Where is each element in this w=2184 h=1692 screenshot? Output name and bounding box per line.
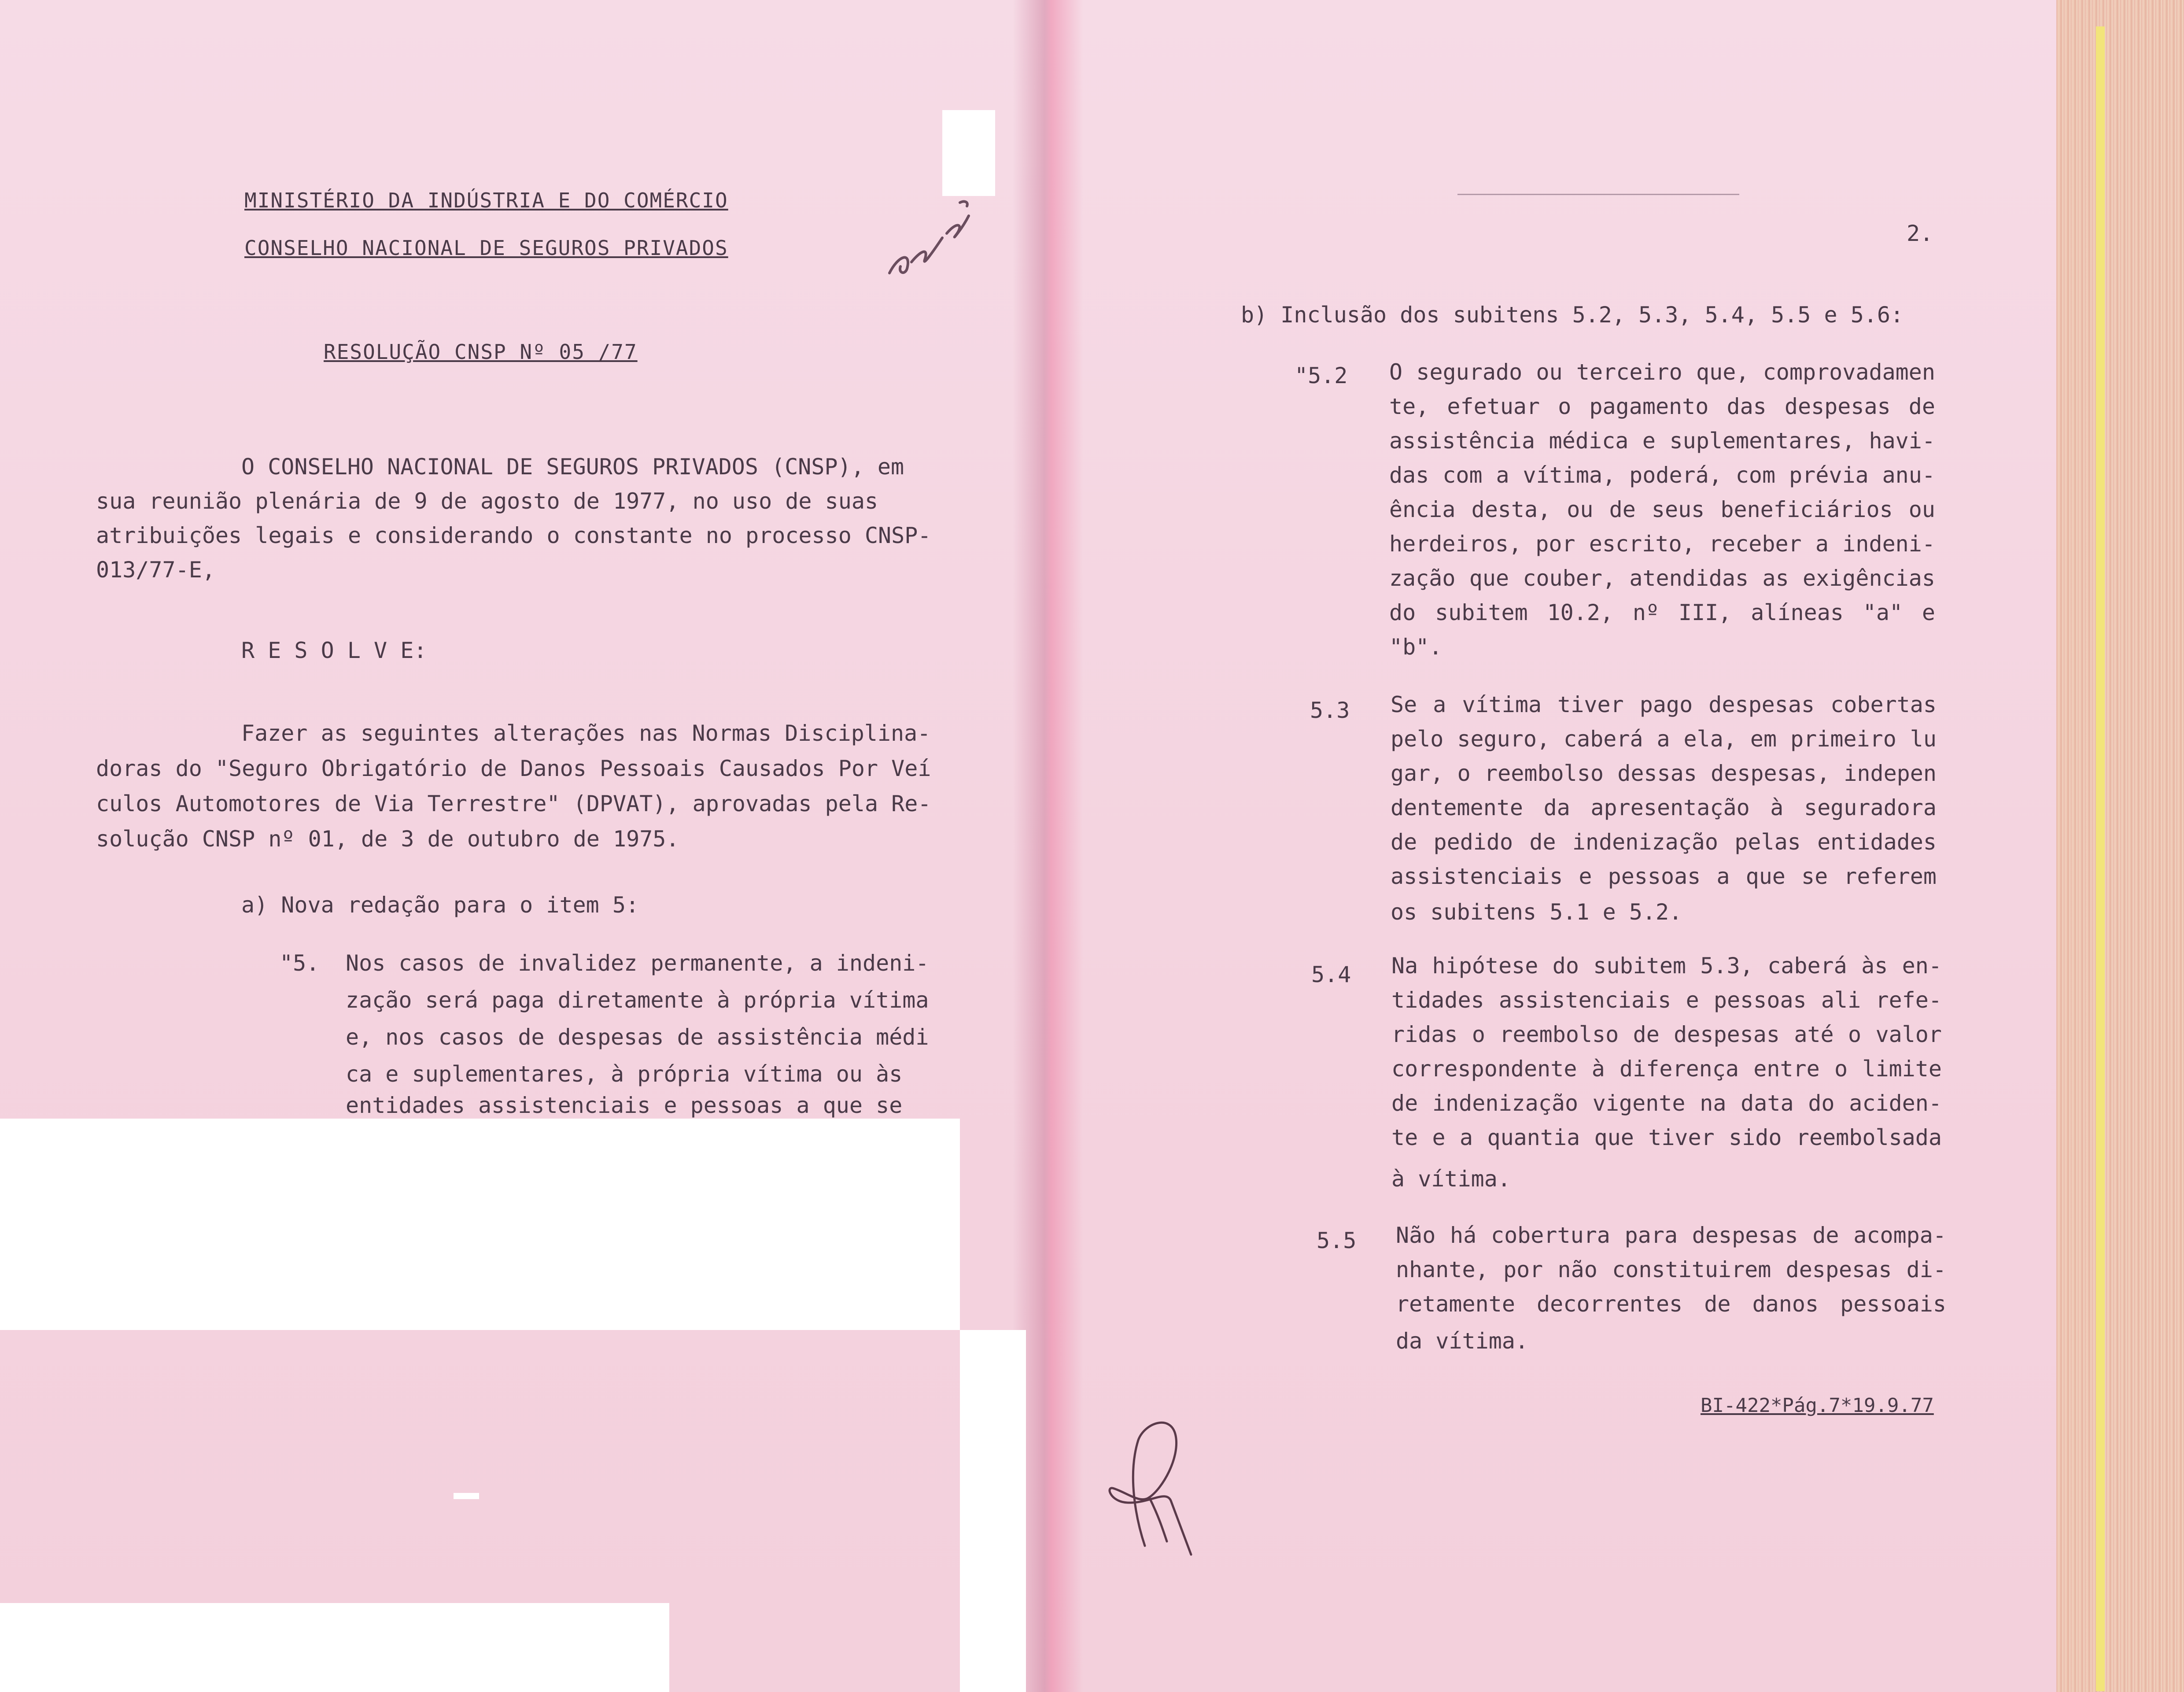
redaction-block <box>0 1603 669 1692</box>
section-5-3-line: de pedido de indenização pelas entidades <box>1391 829 1937 855</box>
ministry-heading: MINISTÉRIO DA INDÚSTRIA E DO COMÉRCIO <box>244 188 728 212</box>
section-5-5-line: Não há cobertura para despesas de acompa- <box>1396 1223 1946 1248</box>
section-5-5-number: 5.5 <box>1317 1228 1357 1253</box>
item-5-line-3: e, nos casos de despesas de assistência médi <box>346 1024 929 1050</box>
section-5-3-number: 5.3 <box>1310 698 1350 723</box>
section-5-2-line: te, efetuar o pagamento das despesas de <box>1389 394 1935 419</box>
section-5-3-line: Se a vítima tiver pago despesas cobertas <box>1391 692 1937 717</box>
section-5-2-line: O segurado ou terceiro que, comprovadamen <box>1389 359 1935 385</box>
item-5-line-2: zação será paga diretamente à própria vítima <box>346 987 929 1013</box>
redaction-block <box>0 1119 960 1330</box>
section-5-4-line: Na hipótese do subitem 5.3, caberá às en- <box>1391 953 1942 979</box>
resolution-title: RESOLUÇÃO CNSP Nº 05 /77 <box>324 340 638 364</box>
handwritten-note <box>881 185 982 286</box>
intro-line-3: culos Automotores de Via Terrestre" (DPVAT), aprovadas pela Re- <box>96 791 931 816</box>
section-5-4-line: tidades assistenciais e pessoas ali refe- <box>1391 987 1942 1013</box>
section-5-4-number: 5.4 <box>1311 962 1351 987</box>
item-5-line-4: ca e suplementares, à própria vítima ou às <box>346 1061 903 1087</box>
preamble-line-4: 013/77-E, <box>96 557 215 583</box>
intro-line-4: solução CNSP nº 01, de 3 de outubro de 1975. <box>96 826 679 852</box>
section-5-2-line: do subitem 10.2, nº III, alíneas "a" e <box>1389 600 1935 625</box>
preamble-line-3: atribuições legais e considerando o constante no processo CNSP- <box>96 523 931 548</box>
section-5-5-line: nhante, por não constituirem despesas di- <box>1396 1257 1946 1282</box>
redaction-block <box>960 1330 1026 1692</box>
section-5-2-line: assistência médica e suplementares, havi- <box>1389 428 1935 454</box>
section-5-3-line: gar, o reembolso dessas despesas, indepen <box>1391 761 1937 786</box>
section-5-4-line: à vítima. <box>1391 1166 1511 1192</box>
section-5-2-line: zação que couber, atendidas as exigências <box>1389 565 1935 591</box>
item-5-line-1: Nos casos de invalidez permanente, a indeni- <box>346 950 929 976</box>
signature <box>1096 1387 1220 1563</box>
item-5-number: "5. <box>280 950 320 976</box>
section-5-3-line: pelo seguro, caberá a ela, em primeiro lu <box>1391 726 1937 752</box>
section-5-4-line: correspondente à diferença entre o limite <box>1391 1056 1942 1082</box>
council-heading: CONSELHO NACIONAL DE SEGUROS PRIVADOS <box>244 236 728 260</box>
redaction-block <box>454 1493 479 1499</box>
section-5-4-line: te e a quantia que tiver sido reembolsada <box>1391 1125 1942 1150</box>
item-a-heading: a) Nova redação para o item 5: <box>241 892 639 918</box>
intro-line-1: Fazer as seguintes alterações nas Normas Disciplina- <box>241 720 931 746</box>
footer-reference: BI-422*Pág.7*19.9.77 <box>1701 1394 1934 1417</box>
page-number: 2. <box>1907 221 1933 246</box>
section-5-2-line: herdeiros, por escrito, receber a indeni- <box>1389 531 1935 557</box>
item-5-line-5: entidades assistenciais e pessoas a que se <box>346 1093 903 1118</box>
intro-line-2: doras do "Seguro Obrigatório de Danos Pessoais Causados Por Veí <box>96 756 931 781</box>
redaction-block <box>942 110 995 196</box>
section-5-3-line: os subitens 5.1 e 5.2. <box>1391 899 1682 925</box>
page-edge-yellow <box>2096 26 2105 1691</box>
preamble-line-2: sua reunião plenária de 9 de agosto de 1977, no uso de suas <box>96 488 878 514</box>
item-b-heading: b) Inclusão dos subitens 5.2, 5.3, 5.4, 5.5 e 5.6: <box>1241 302 1904 328</box>
section-5-2-line: das com a vítima, poderá, com prévia anu- <box>1389 462 1935 488</box>
section-5-2-line: "b". <box>1389 634 1442 660</box>
page-edges <box>2056 0 2184 1692</box>
section-5-4-line: de indenização vigente na data do aciden- <box>1391 1090 1942 1116</box>
section-5-5-line: da vítima. <box>1396 1328 1529 1354</box>
section-5-2-number: "5.2 <box>1295 363 1348 388</box>
section-5-3-line: dentemente da apresentação à seguradora <box>1391 795 1937 820</box>
faint-line <box>1457 194 1739 195</box>
section-5-3-line: assistenciais e pessoas a que se referem <box>1391 864 1937 889</box>
section-5-4-line: ridas o reembolso de despesas até o valor <box>1391 1022 1942 1047</box>
section-5-5-line: retamente decorrentes de danos pessoais <box>1396 1291 1946 1317</box>
resolve-heading: R E S O L V E: <box>241 638 427 663</box>
preamble-line-1: O CONSELHO NACIONAL DE SEGUROS PRIVADOS (CNSP), em <box>241 454 904 480</box>
section-5-2-line: ência desta, ou de seus beneficiários ou <box>1389 497 1935 522</box>
